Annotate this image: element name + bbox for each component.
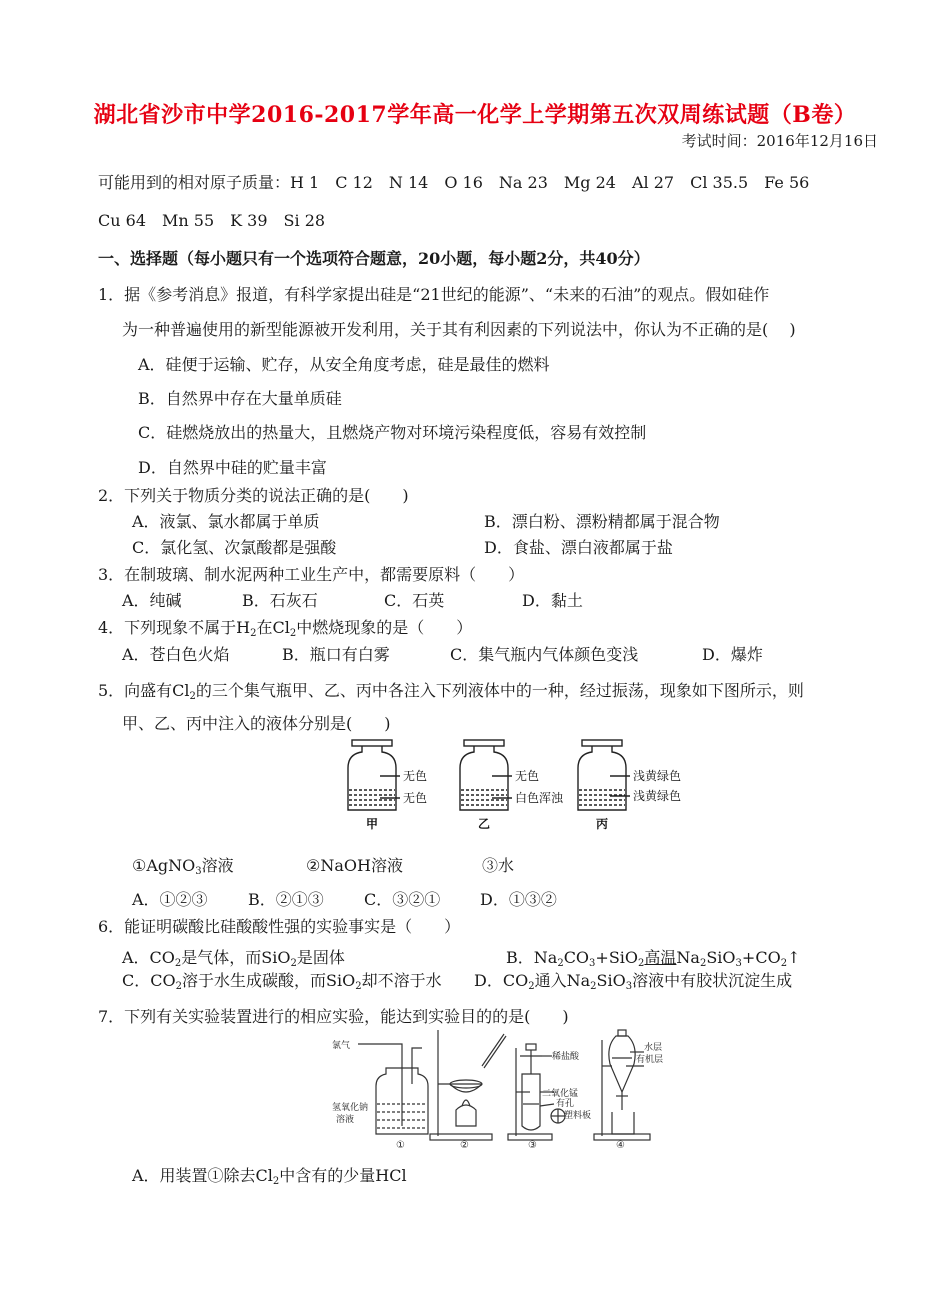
reaction-condition: 高温 [644, 948, 677, 967]
q7-option-a: A．用装置①除去$Cl_2$中含有的少量HCl [132, 1166, 407, 1187]
apparatus-2 [430, 1030, 506, 1140]
q1-option-d: D．自然界中硅的贮量丰富 [138, 458, 327, 477]
section-heading: 一、选择题（每小题只有一个选项符合题意，20小题，每小题2分，共40分） [98, 249, 650, 268]
q5-gas-jars-figure [340, 738, 710, 834]
q1-option-b: B．自然界中存在大量单质硅 [138, 389, 342, 408]
label-plate-1: 有孔 [556, 1099, 575, 1109]
q1-option-c: C．硅燃烧放出的热量大，且燃烧产物对环境污染程度低，容易有效控制 [138, 423, 647, 442]
q5-stem-1: 5．向盛有$Cl_2$的三个集气瓶甲、乙、丙中各注入下列液体中的一种，经过振荡，现象如下图所示，则 [98, 681, 804, 702]
jar-3 [578, 740, 630, 810]
q6-option-b: B．$Na_2CO_3+SiO_2$高温$Na_2SiO_3+CO_2↑$ [506, 945, 800, 968]
q4-option-d: D．爆炸 [702, 645, 763, 664]
q3-option-c: C．石英 [384, 591, 445, 610]
q2-option-a: A．液氯、氯水都属于单质 [132, 512, 320, 531]
jar-2 [460, 740, 512, 810]
label-water-layer: 水层 [644, 1043, 663, 1053]
jar-2-bottom-label: 白色浑浊 [515, 791, 564, 805]
atomic-masses-line-2: Cu 64 Mn 55 K 39 Si 28 [98, 211, 326, 230]
label-apparatus-4: ④ [616, 1140, 625, 1151]
jar-1-top-label: 无色 [403, 769, 428, 783]
gas-arrow-icon: ↑ [787, 948, 801, 967]
q2-option-d: D．食盐、漂白液都属于盐 [484, 538, 673, 557]
label-mno2: 二氧化锰 [542, 1089, 579, 1099]
apparatus-1 [358, 1044, 428, 1134]
jar-1-bottom-label: 无色 [403, 791, 428, 805]
q7-apparatus-figure [330, 1026, 664, 1152]
q6-option-c: C．$CO_2$溶于水生成碳酸，而SiO$_2$却不溶于水 [122, 971, 442, 992]
q2-option-c: C．氯化氢、次氯酸都是强酸 [132, 538, 337, 557]
exam-time: 考试时间：2016年12月16日 [681, 132, 878, 150]
jar-1 [348, 740, 400, 810]
q5-option-c: C．③②① [364, 890, 441, 909]
label-solution-1: 氢氧化钠 [332, 1103, 369, 1113]
q4-stem: 4．下列现象不属于$H_2$在$Cl_2$中燃烧现象的是（ ） [98, 618, 473, 639]
q7-stem: 7．下列有关实验装置进行的相应实验，能达到实验目的的是( ) [98, 1007, 569, 1026]
label-apparatus-1: ① [396, 1140, 405, 1151]
jar-3-top-label: 浅黄绿色 [633, 769, 682, 783]
q6-option-a: A．$CO_2$是气体，而SiO$_2$是固体 [122, 948, 345, 969]
q5-liquid-2: ②NaOH溶液 [306, 856, 403, 875]
q5-liquid-3: ③水 [482, 856, 515, 875]
q2-option-b: B．漂白粉、漂粉精都属于混合物 [484, 512, 720, 531]
q4-option-b: B．瓶口有白雾 [282, 645, 390, 664]
label-acid: 稀盐酸 [552, 1052, 580, 1062]
q5-option-a: A．①②③ [132, 890, 208, 909]
label-apparatus-3: ③ [528, 1140, 537, 1151]
q1-stem-1: 1．据《参考消息》报道，有科学家提出硅是“21世纪的能源”、“未来的石油”的观点。假如硅作 [98, 285, 770, 304]
jar-1-name: 甲 [366, 817, 379, 831]
label-plate-2: 塑料板 [564, 1111, 592, 1121]
page-title: 湖北省沙市中学2016-2017学年高一化学上学期第五次双周练试题（B卷） [93, 102, 857, 128]
q3-option-a: A．纯碱 [122, 591, 182, 610]
q5-stem-2: 甲、乙、丙中注入的液体分别是( ) [122, 714, 391, 733]
jar-2-name: 乙 [478, 817, 491, 831]
q4-option-c: C．集气瓶内气体颜色变浅 [450, 645, 639, 664]
q5-option-b: B．②①③ [248, 890, 324, 909]
apparatus-4 [594, 1030, 650, 1140]
jar-3-name: 丙 [596, 817, 609, 831]
q2-stem: 2．下列关于物质分类的说法正确的是( ) [98, 486, 409, 505]
label-solution-2: 溶液 [336, 1115, 355, 1125]
q3-stem: 3．在制玻璃、制水泥两种工业生产中，都需要原料（ ） [98, 565, 525, 584]
q5-liquid-1: ①AgNO$_3$溶液 [132, 856, 234, 877]
atomic-masses-line-1: 可能用到的相对原子质量：H 1 C 12 N 14 O 16 Na 23 Mg 24 Al 27 Cl 35.5 Fe 56 [98, 173, 810, 192]
jar-2-top-label: 无色 [515, 769, 540, 783]
q5-option-d: D．①③② [480, 890, 557, 909]
q4-option-a: A．苍白色火焰 [122, 645, 230, 664]
q1-option-a: A．硅便于运输、贮存，从安全角度考虑，硅是最佳的燃料 [138, 355, 550, 374]
label-organic-layer: 有机层 [636, 1055, 664, 1065]
label-apparatus-2: ② [460, 1140, 469, 1151]
q6-option-d: D．$CO_2$通入$Na_2SiO_3$溶液中有胶状沉淀生成 [474, 971, 793, 992]
q3-option-d: D．黏土 [522, 591, 583, 610]
jar-3-bottom-label: 浅黄绿色 [633, 789, 682, 803]
q6-stem: 6．能证明碳酸比硅酸酸性强的实验事实是（ ） [98, 917, 461, 936]
label-gas: 氯气 [332, 1041, 351, 1051]
q1-stem-2: 为一种普遍使用的新型能源被开发利用，关于其有利因素的下列说法中，你认为不正确的是( ) [122, 320, 796, 339]
q3-option-b: B．石灰石 [242, 591, 318, 610]
